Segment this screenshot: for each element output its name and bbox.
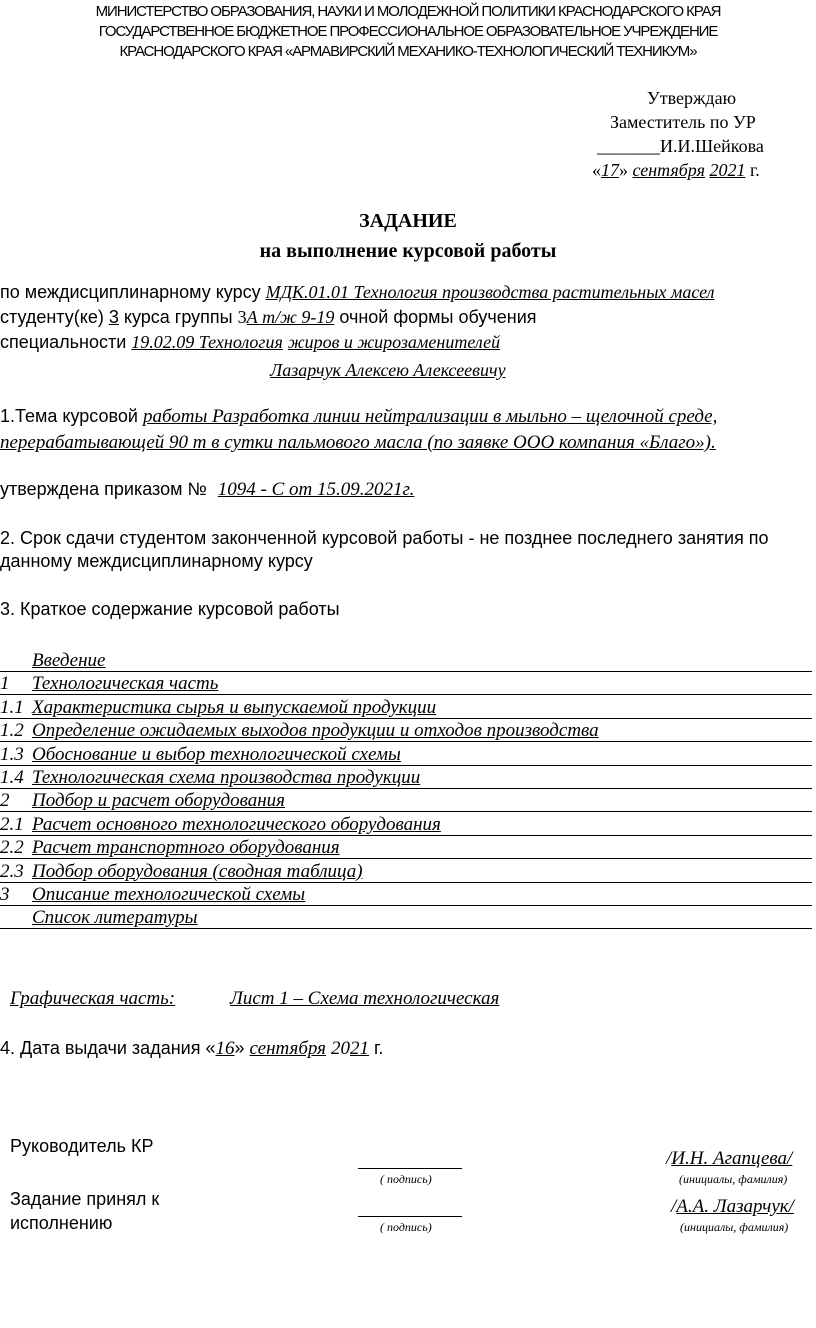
order-value: 1094 - С от 15.09.2021г.: [217, 479, 415, 500]
order-line: [0, 479, 414, 501]
content-item-text: Определение ожидаемых выходов продукции и отходов производства: [32, 720, 599, 742]
discipline-line: [0, 282, 715, 303]
student-name-line: [671, 1196, 794, 1218]
supervisor-sign-hint: ( подпись): [380, 1172, 432, 1186]
accepted-label-1: Задание принял к: [10, 1189, 160, 1209]
student-name-hint: (инициалы, фамилия): [680, 1220, 789, 1234]
college-header-line: КРАСНОДАРСКОГО КРАЯ «АРМАВИРСКИЙ МЕХАНИКО-ТЕХНОЛОГИЧЕСКИЙ ТЕХНИКУМ»: [119, 43, 697, 60]
content-item: [0, 744, 812, 766]
document-subtitle: на выполнение курсовой работы: [259, 240, 557, 262]
approval-year: 2021: [709, 160, 746, 180]
content-item-fill-line: [0, 765, 812, 766]
content-item-fill-line: [0, 811, 812, 812]
content-item-text: Технологическая часть: [32, 673, 219, 695]
content-item: [0, 767, 812, 789]
content-item-text: Расчет основного технологического оборудования: [32, 813, 441, 835]
student-group-line: [0, 307, 537, 328]
issue-day: 16: [215, 1038, 235, 1059]
topic-text-1: работы Разработка линии нейтрализации в мыльно – щелочной среде,: [142, 406, 718, 427]
content-item-text: Обоснование и выбор технологической схемы: [32, 743, 401, 765]
issue-year-mark: г.: [374, 1038, 384, 1058]
content-item-fill-line: [0, 741, 812, 742]
study-form-label: очной формы обучения: [339, 307, 537, 327]
approver-position: Заместитель по УР: [610, 112, 756, 132]
approval-day: 17: [601, 160, 619, 180]
content-item-fill-line: [0, 882, 812, 883]
content-item-fill-line: [0, 788, 812, 789]
content-item: [0, 884, 812, 906]
supervisor-signature-line: [358, 1168, 462, 1169]
content-item-number: 1: [0, 673, 10, 695]
content-item-text: Описание технологической схемы: [32, 884, 306, 905]
content-item: [0, 720, 812, 742]
issue-year-suffix: 21: [349, 1038, 369, 1059]
content-item-number: 1.3: [0, 743, 24, 765]
content-item: [0, 697, 812, 719]
student-name: Лазарчук Алексею Алексеевичу: [270, 360, 506, 380]
content-item-text: Характеристика сырья и выпускаемой продукции: [32, 696, 437, 718]
content-item-fill-line: [0, 835, 812, 836]
graphic-part-value: Лист 1 – Схема технологическая: [230, 988, 500, 1009]
content-item-text: Подбор оборудования (сводная таблица): [32, 860, 363, 882]
issue-label: 4. Дата выдачи задания «: [0, 1038, 216, 1058]
approval-date: [592, 160, 760, 181]
content-item-text: Введение: [32, 650, 106, 671]
supervisor-label: Руководитель КР: [10, 1136, 154, 1156]
approver-name: И.И.Шейкова: [660, 136, 764, 156]
signature-blank: _______: [597, 136, 660, 156]
content-item-number: 1.2: [0, 720, 24, 742]
slash: /: [666, 1148, 672, 1169]
content-item-number: 2.3: [0, 860, 24, 882]
approve-label: Утверждаю: [647, 88, 737, 108]
issue-quote-close: »: [234, 1038, 245, 1058]
topic-line-1: [0, 406, 717, 428]
issue-date-line: [0, 1038, 383, 1060]
content-item-text: Технологическая схема производства продукции: [32, 767, 421, 788]
supervisor-name-line: [666, 1148, 792, 1170]
issue-month: сентября: [249, 1038, 326, 1059]
quote-open: «: [592, 160, 601, 180]
student-signature-line: [358, 1216, 462, 1217]
supervisor-name-hint: (инициалы, фамилия): [679, 1172, 788, 1186]
content-item-fill-line: [0, 718, 812, 719]
student-sign-hint: ( подпись): [380, 1220, 432, 1234]
content-item-number: 3: [0, 884, 10, 905]
year-suffix: г.: [749, 160, 760, 180]
content-item-number: 2: [0, 790, 10, 812]
student-label: студенту(ке): [0, 307, 104, 327]
content-item-text: Подбор и расчет оборудования: [32, 790, 285, 812]
content-item-number: 1.1: [0, 696, 24, 718]
content-item-text: Список литературы: [32, 907, 198, 929]
content-item: [0, 837, 812, 859]
deadline-line-1: 2. Срок сдачи студентом законченной курсовой работы - не позднее последнего занятия по: [0, 528, 769, 548]
specialty-value-part2: жиров и жирозаменителей: [287, 332, 501, 352]
course-label: курса группы: [123, 307, 233, 327]
course-number: 3: [108, 307, 119, 327]
content-item: [0, 907, 812, 929]
deadline-line-2: данному междисциплинарному курсу: [0, 551, 313, 571]
order-label: утверждена приказом №: [0, 479, 207, 499]
discipline-value: МДК.01.01 Технология производства растительных масел: [265, 282, 715, 302]
content-item: [0, 861, 812, 883]
accepted-label-2: исполнению: [10, 1213, 113, 1233]
institution-header-line: ГОСУДАРСТВЕННОЕ БЮДЖЕТНОЕ ПРОФЕССИОНАЛЬНОЕ ОБРАЗОВАТЕЛЬНОЕ УЧРЕЖДЕНИЕ: [98, 23, 718, 40]
discipline-label: по междисциплинарному курсу: [0, 282, 261, 302]
group-prefix: 3: [237, 307, 247, 327]
content-item-fill-line: [0, 905, 812, 906]
quote-close: »: [619, 160, 628, 180]
specialty-line: [0, 332, 500, 353]
content-item-number: 2.2: [0, 837, 24, 859]
supervisor-name: И.Н. Агапцева/: [671, 1148, 793, 1169]
specialty-value-part1: 19.02.09 Технология: [131, 332, 283, 352]
topic-line-2: перерабатывающей 90 т в сутки пальмового масла (по заявке ООО компания «Благо»).: [0, 432, 716, 453]
content-heading: 3. Краткое содержание курсовой работы: [0, 599, 340, 619]
graphic-part-label: Графическая часть:: [10, 988, 176, 1009]
content-item: [0, 650, 812, 672]
ministry-header-line: МИНИСТЕРСТВО ОБРАЗОВАНИЯ, НАУКИ И МОЛОДЕЖНОЙ ПОЛИТИКИ КРАСНОДАРСКОГО КРАЯ: [95, 3, 721, 20]
content-item-text: Расчет транспортного оборудования: [32, 837, 340, 859]
approver-signature-line: [597, 136, 764, 157]
content-item-number: 1.4: [0, 767, 24, 788]
content-item-fill-line: [0, 694, 812, 695]
topic-label: 1.Тема курсовой: [0, 406, 138, 426]
group-value: А т/ж 9-19: [246, 307, 335, 327]
content-item-fill-line: [0, 671, 812, 672]
content-item: [0, 673, 812, 695]
content-item-number: 2.1: [0, 813, 24, 835]
content-item-fill-line: [0, 858, 812, 859]
content-item: [0, 814, 812, 836]
issue-year-prefix: 20: [330, 1038, 350, 1059]
document-title: ЗАДАНИЕ: [359, 210, 457, 232]
approval-month: сентября: [632, 160, 705, 180]
slash: /: [671, 1196, 677, 1217]
content-item: [0, 790, 812, 812]
specialty-label: специальности: [0, 332, 127, 352]
content-item-fill-line: [0, 928, 812, 929]
student-signature-name: А.А. Лазарчук/: [676, 1196, 794, 1217]
